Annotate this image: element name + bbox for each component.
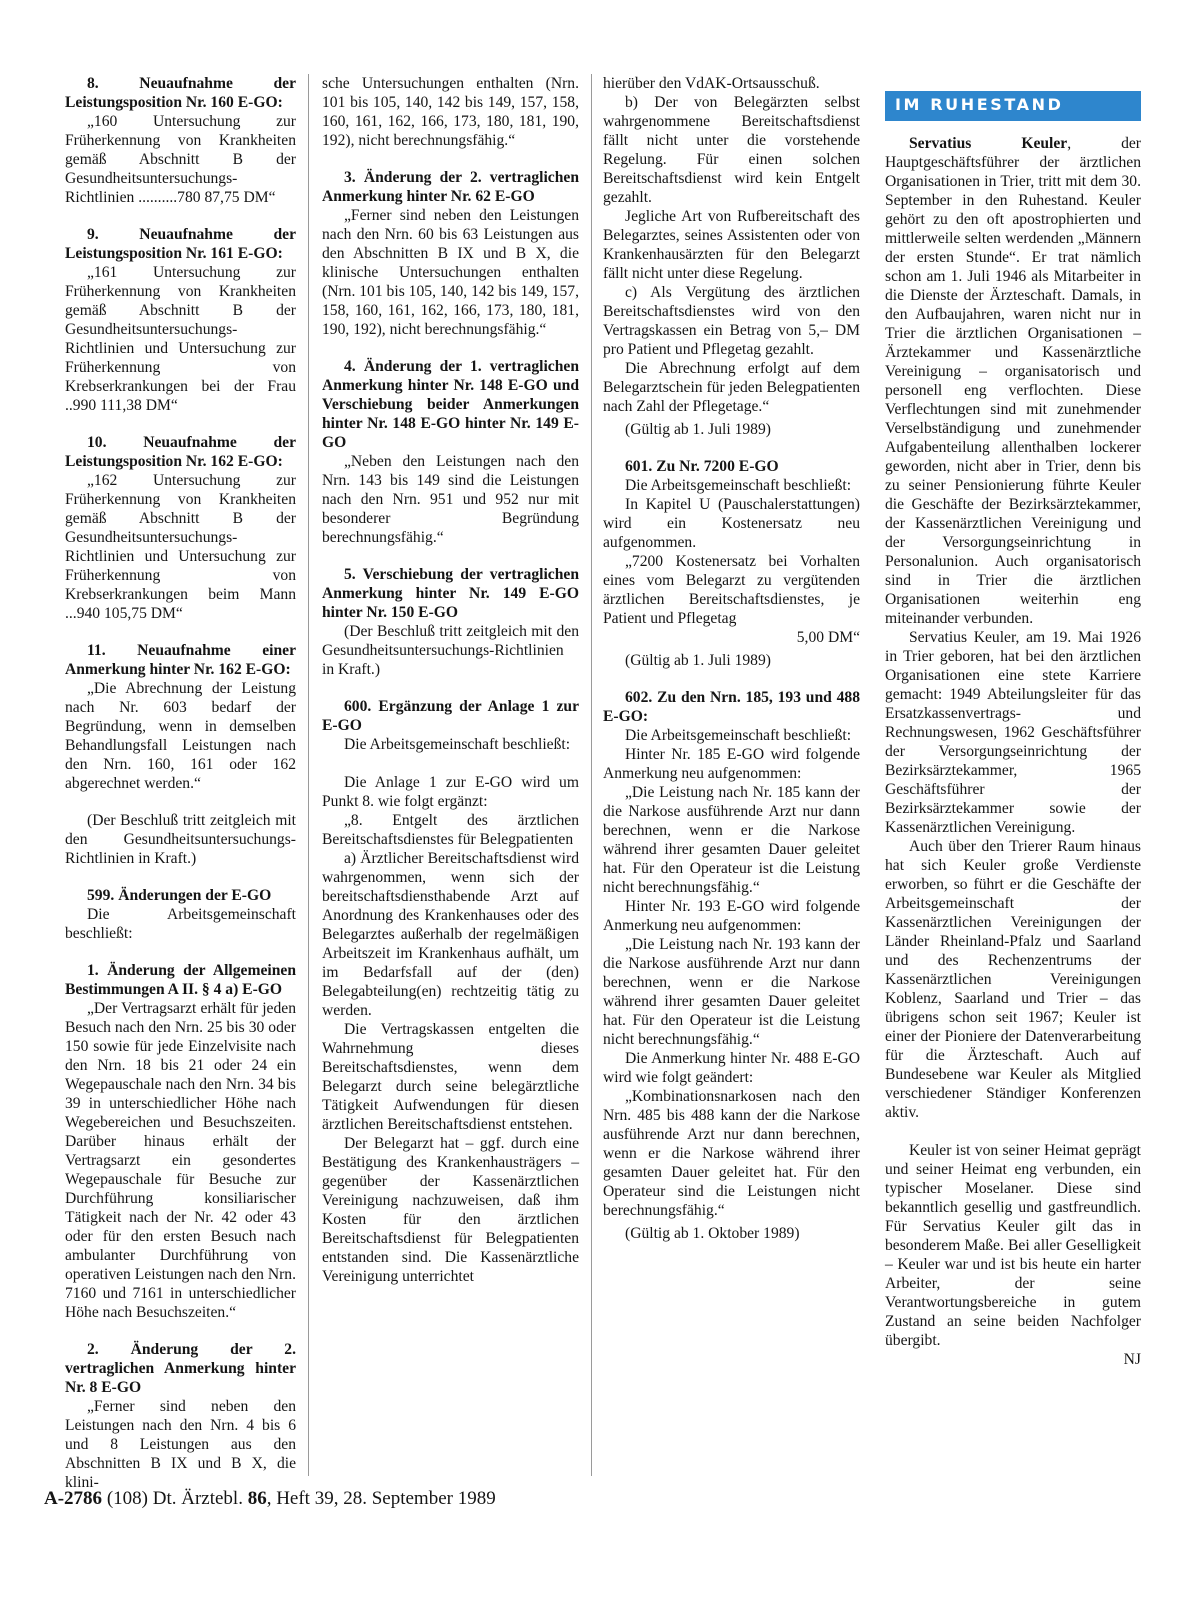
issue-prefix: (108) Dt. Ärztebl. <box>106 1488 243 1509</box>
section-text: „7200 Kostenersatz bei Vorhalten eines vom Belegarzt zu vergütenden ärztlichen Bereitschaftsdienstes, je Patient und Pflegetag <box>603 553 860 627</box>
section-599 <box>65 886 296 943</box>
section-text: „162 Untersuchung zur Früherkennung von Krankheiten gemäß Abschnitt B der Gesundheitsuntersuchungs-Richtlinien und Untersuchung zur Früherkennung von Krebserkrankungen beim Mann ...940 105,75 DM“ <box>65 472 296 622</box>
section-text: „8. Entgelt des ärztlichen Bereitschaftsdienstes für Belegpatienten <box>322 812 579 848</box>
volume-number: 86 <box>247 1488 267 1509</box>
section-600-continuation <box>603 74 860 439</box>
article-paragraph: Keuler ist von seiner Heimat geprägt und seiner Heimat eng verbunden, ein typischer Moselaner. Diese sind bekanntlich gesellig und gastfreundlich. Für Servatius Keuler gilt das in besonderem Maße. Bei aller Geselligkeit – Keuler war und ist bis heute ein harter Arbeiter, der seine Verantwortungsbereiche in gutem Zustand an seine beiden Nachfolger übergibt. <box>885 1142 1141 1349</box>
section-heading: 600. Ergänzung der Anlage 1 zur E-GO <box>322 698 579 734</box>
section-text: Die Arbeitsgemeinschaft beschließt: <box>65 906 296 942</box>
section-599-1 <box>65 961 296 1322</box>
section-text: „Die Abrechnung der Leistung nach Nr. 603 bedarf der Begründung, wenn in demselben Behandlungsfall Leistungen nach den Nrn. 160, 161 oder 162 abgerechnet werden.“ <box>65 680 296 792</box>
section-599-4 <box>322 357 579 547</box>
column-divider <box>591 74 592 1476</box>
section-text: „Ferner sind neben den Leistungen nach den Nrn. 60 bis 63 Leistungen aus den Abschnitten B IX und B X, die klinische Untersuchungen enthalten (Nrn. 101 bis 105, 140, 142 bis 149, 157, 158, 160, 161, 162, 166, 173, 180, 181, 190, 192), nicht berechnungsfähig.“ <box>322 207 579 338</box>
section-text: b) Der von Belegärzten selbst wahrgenommene Bereitschaftsdienst fällt nicht unter die vorstehende Regelung. Für einen solchen Bereitschaftsdienst wird kein Entgelt gezahlt. <box>603 94 860 206</box>
section-text: Die Arbeitsgemeinschaft beschließt: <box>344 736 571 753</box>
page-code: A-2786 <box>44 1488 103 1509</box>
article-paragraph: Auch über den Trierer Raum hinaus hat sich Keuler große Verdienste erworben, so führt er die Geschäfte der Arbeitsgemeinschaft der Kassenärztlichen Vereinigungen der Länder Rheinland-Pfalz und Saarland und des Rechenzentrums der Kassenärztlichen Vereinigungen Koblenz, Saarland und Trier – das übrigens schon seit 1967; Keuler ist einer der Pioniere der Datenverarbeitung für die Ärzteschaft. Auch auf Bundesebene war Keuler als Mitglied verschiedener Ständiger Konferenzen aktiv. <box>885 838 1141 1121</box>
section-heading: 2. Änderung der 2. vertraglichen Anmerkung hinter Nr. 8 E-GO <box>65 1341 296 1396</box>
section-text: Die Anmerkung hinter Nr. 488 E-GO wird wie folgt geändert: <box>603 1050 860 1086</box>
article-body <box>885 134 1141 1369</box>
section-text: „Kombinationsnarkosen nach den Nrn. 485 bis 488 kann der die Narkose ausführende Arzt nur dann berechnen, wenn er die Narkose während ihrer gesamten Dauer geleitet hat. Für den Operateur sind die Leistungen nicht berechnungsfähig.“ <box>603 1088 860 1219</box>
section-heading: 1. Änderung der Allgemeinen Bestimmungen A II. § 4 a) E-GO <box>65 962 296 998</box>
issue-details: , Heft 39, 28. September 1989 <box>266 1488 496 1509</box>
section-599-5 <box>322 565 579 679</box>
banner-title: IM RUHESTAND <box>895 95 1064 114</box>
section-599-2 <box>65 1340 296 1492</box>
section-601 <box>603 457 860 670</box>
paragraph-text: , der Hauptgeschäftsführer der ärztlichen Organisationen in Trier, tritt mit dem 30. September in den Ruhestand. Keuler gehört zu den oft apostrophierten und mittlerweile selten werdenden „Männern der ersten Stunde“. Er trat nämlich schon am 1. Juli 1946 als Mitarbeiter in die Dienste der Ärzteschaft. Damals, in den Aufbaujahren, waren nicht nur in Trier die ärztlichen Organisationen – Ärztekammer und Kassenärztliche Vereinigung – organisatorisch und personell eng verflochten. Diese Verflechtungen sind mit zunehmender Verselbständigung und zunehmender Aufgabenteilung allenthalben lockerer geworden, nicht aber in Trier, denn bis zu seiner Pensionierung führte Keuler die Geschäfte der Bezirksärztekammer, der Kassenärztlichen Vereinigung und der Versorgungseinrichtung in Personalunion. Auch organisatorisch sind in Trier die ärztlichen Organisationen weiterhin eng miteinander verbunden. <box>885 135 1141 627</box>
section-text: (Der Beschluß tritt zeitgleich mit den Gesundheitsuntersuchungs-Richtlinien in Kraft.) <box>65 812 296 867</box>
author-signature: NJ <box>1123 1351 1141 1368</box>
section-continuation <box>322 74 579 150</box>
validity-note: (Gültig ab 1. Juli 1989) <box>625 421 771 438</box>
section-text: sche Untersuchungen enthalten (Nrn. 101 bis 105, 140, 142 bis 149, 157, 158, 160, 161, 162, 166, 173, 180, 181, 190, 192), nicht berechnungsfähig.“ <box>322 75 579 149</box>
section-text: Die Abrechnung erfolgt auf dem Belegarztschein für jeden Belegpatienten nach Zahl der Pflegetage.“ <box>603 360 860 415</box>
section-text: c) Als Vergütung des ärztlichen Bereitschaftsdienstes wird von den Vertragskassen ein Betrag von 5,– DM pro Patient und Pflegetag gezahlt. <box>603 284 860 358</box>
article-paragraph <box>885 134 1141 628</box>
section-text: Die Vertragskassen entgelten die Wahrnehmung dieses Bereitschaftsdienstes, wenn dem Belegarzt durch seine belegärztliche Tätigkeit Aufwendungen für diesen ärztlichen Bereitschaftsdienst entstehen. <box>322 1021 579 1133</box>
section-text: a) Ärztlicher Bereitschaftsdienst wird wahrgenommen, wenn sich der bereitschaftsdiensthabende Arzt auf Anordnung des Krankenhauses oder des Belegarztes außerhalb der regelmäßigen Arbeitszeit im Krankenhaus aufhält, um im Bedarfsfall auf der (den) Belegabteilung(en) rechtzeitig tätig zu werden. <box>322 850 579 1019</box>
validity-note: (Gültig ab 1. Oktober 1989) <box>625 1225 800 1242</box>
person-name: Servatius Keuler <box>909 135 1068 152</box>
section-text: „Neben den Leistungen nach den Nrn. 143 bis 149 sind die Leistungen nach den Nrn. 951 und 952 nur mit besonderer Begründung berechnungsfähig.“ <box>322 453 579 546</box>
section-heading: 9. Neuaufnahme der Leistungsposition Nr. 161 E-GO: <box>65 226 296 262</box>
section-heading: 599. Änderungen der E-GO <box>87 887 272 904</box>
section-text: „Der Vertragsarzt erhält für jeden Besuch nach den Nrn. 25 bis 30 oder 150 sowie für jede Einzelvisite nach den Nrn. 18 bis 21 oder 24 ein Wegepauschale nach den Nrn. 34 bis 39 in unterschiedlicher Höhe nach Wegebereichen und Besuchszeiten. Darüber hinaus erhält der Vertragsarzt ein gesondertes Wegepauschale für Besuche zur Durchführung konsiliarischer Tätigkeit nach der Nr. 42 oder 43 oder für den ersten Besuch nach ambulanter Durchführung von operativen Leistungen nach den Nrn. 7160 und 7161 in unterschiedlicher Höhe nach Besuchszeiten.“ <box>65 1000 296 1321</box>
section-heading: 602. Zu den Nrn. 185, 193 und 488 E-GO: <box>603 689 860 725</box>
column-3 <box>603 74 860 1243</box>
section-text: Der Belegarzt hat – ggf. durch eine Bestätigung des Krankenhausträgers – gegenüber der Kassenärztlichen Vereinigung nachzuweisen, daß ihm Kosten für den ärztlichen Bereitschaftsdienst für Belegpatienten entstanden sind. Die Kassenärztliche Vereinigung unterrichtet <box>322 1135 579 1285</box>
section-banner <box>885 91 1141 121</box>
section-text: „161 Untersuchung zur Früherkennung von Krankheiten gemäß Abschnitt B der Gesundheitsuntersuchungs-Richtlinien und Untersuchung zur Früherkennung von Krebserkrankungen bei der Frau ..990 111,38 DM“ <box>65 264 296 414</box>
validity-note: (Gültig ab 1. Juli 1989) <box>625 652 771 669</box>
fee-amount: 5,00 DM“ <box>796 629 860 646</box>
section-10 <box>65 433 296 623</box>
section-text: Hinter Nr. 193 E-GO wird folgende Anmerkung neu aufgenommen: <box>603 898 860 934</box>
section-heading: 5. Verschiebung der vertraglichen Anmerkung hinter Nr. 149 E-GO hinter Nr. 150 E-GO <box>322 566 579 621</box>
section-8 <box>65 74 296 207</box>
section-600 <box>322 697 579 1286</box>
page-footer <box>44 1488 496 1510</box>
section-text: „160 Untersuchung zur Früherkennung von Krankheiten gemäß Abschnitt B der Gesundheitsuntersuchungs-Richtlinien ..........780 87,75 DM“ <box>65 113 296 206</box>
section-9 <box>65 225 296 415</box>
section-text: „Die Leistung nach Nr. 193 kann der die Narkose ausführende Arzt nur dann berechnen, wenn er die Narkose während ihrer gesamten Dauer geleitet hat. Für den Operateur ist die Leistung nicht berechnungsfähig.“ <box>603 936 860 1048</box>
section-text: „Die Leistung nach Nr. 185 kann der die Narkose ausführende Arzt nur dann berechnen, wenn er die Narkose während ihrer gesamten Dauer geleitet hat. Für den Operateur ist die Leistung nicht berechnungsfähig.“ <box>603 784 860 896</box>
section-heading: 10. Neuaufnahme der Leistungsposition Nr. 162 E-GO: <box>65 434 296 470</box>
section-text: Hinter Nr. 185 E-GO wird folgende Anmerkung neu aufgenommen: <box>603 746 860 782</box>
section-heading: 11. Neuaufnahme einer Anmerkung hinter Nr. 162 E-GO: <box>65 642 296 678</box>
section-text: In Kapitel U (Pauschalerstattungen) wird ein Kostenersatz neu aufgenommen. <box>603 496 860 551</box>
section-599-3 <box>322 168 579 339</box>
section-text: Die Arbeitsgemeinschaft beschließt: <box>625 727 852 744</box>
section-11 <box>65 641 296 793</box>
column-2 <box>322 74 579 1286</box>
section-602 <box>603 688 860 1243</box>
section-text: (Der Beschluß tritt zeitgleich mit den Gesundheitsuntersuchungs-Richtlinien in Kraft.) <box>322 623 579 678</box>
section-heading: 3. Änderung der 2. vertraglichen Anmerkung hinter Nr. 62 E-GO <box>322 169 579 205</box>
column-divider <box>308 74 309 1476</box>
section-heading: 8. Neuaufnahme der Leistungsposition Nr. 160 E-GO: <box>65 75 296 111</box>
column-1 <box>65 74 296 1492</box>
article-paragraph: Servatius Keuler, am 19. Mai 1926 in Trier geboren, hat bei den ärztlichen Organisationen eine stete Karriere gemacht: 1949 Abteilungsleiter für das Ersatzkassenvertrags- und Rechnungswesen, 1962 Geschäftsführer der Versorgungseinrichtung der Bezirksärztekammer, 1965 Geschäftsführer der Bezirksärztekammer sowie der Kassenärztlichen Vereinigung. <box>885 629 1141 836</box>
section-heading: 4. Änderung der 1. vertraglichen Anmerkung hinter Nr. 148 E-GO und Verschiebung beider Anmerkungen hinter Nr. 148 E-GO hinter Nr. 149 E-GO <box>322 358 579 451</box>
section-text: Jegliche Art von Rufbereitschaft des Belegarztes, seines Assistenten oder von Krankenhausärzten für den Belegarzt fällt nicht unter diese Regelung. <box>603 208 860 282</box>
section-text: Die Anlage 1 zur E-GO wird um Punkt 8. wie folgt ergänzt: <box>322 774 579 810</box>
section-heading: 601. Zu Nr. 7200 E-GO <box>625 458 779 475</box>
section-text: hierüber den VdAK-Ortsausschuß. <box>603 75 820 92</box>
section-note <box>65 811 296 868</box>
section-text: „Ferner sind neben den Leistungen nach den Nrn. 4 bis 6 und 8 Leistungen aus den Abschnitten B IX und B X, die klini- <box>65 1398 296 1491</box>
section-text: Die Arbeitsgemeinschaft beschließt: <box>625 477 852 494</box>
